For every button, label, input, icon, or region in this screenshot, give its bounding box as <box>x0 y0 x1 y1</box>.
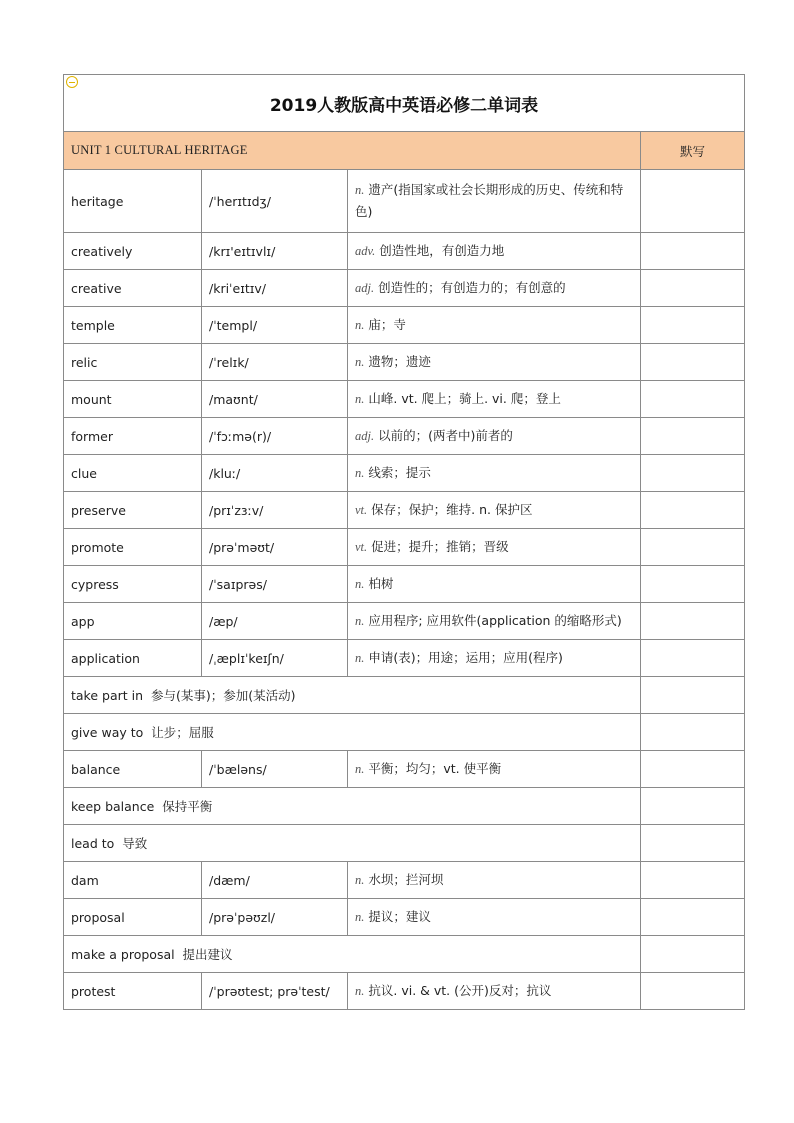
phrase-cell: keep balance 保持平衡 <box>64 788 641 825</box>
meaning-cell <box>348 381 641 418</box>
word-cell: protest <box>64 973 202 1010</box>
word-cell: creatively <box>64 233 202 270</box>
word-cell: temple <box>64 307 202 344</box>
page-title: 2019人教版高中英语必修二单词表 <box>64 75 745 132</box>
phonetic-cell: /ˈherɪtɪdʒ/ <box>202 170 348 233</box>
dictation-cell[interactable] <box>641 344 745 381</box>
table-row <box>64 825 745 862</box>
dictation-cell[interactable] <box>641 566 745 603</box>
phonetic-cell: /ˈsaɪprəs/ <box>202 566 348 603</box>
part-of-speech: adj. <box>355 281 375 295</box>
table-row <box>64 566 745 603</box>
meaning-text: 以前的；(两者中)前者的 <box>378 428 513 443</box>
meaning-text: 柏树 <box>368 576 394 591</box>
phonetic-cell: /ˈbæləns/ <box>202 751 348 788</box>
phrase-cell: make a proposal 提出建议 <box>64 936 641 973</box>
meaning-text: 申请(表)；用途；运用；应用(程序) <box>368 650 563 665</box>
part-of-speech: vt. <box>355 540 368 554</box>
part-of-speech: n. <box>355 910 365 924</box>
part-of-speech: adj. <box>355 429 375 443</box>
dictation-cell[interactable] <box>641 270 745 307</box>
dictation-cell[interactable] <box>641 899 745 936</box>
title-row <box>64 75 745 132</box>
part-of-speech: adv. <box>355 244 376 258</box>
table-row <box>64 529 745 566</box>
word-cell: creative <box>64 270 202 307</box>
dictation-cell[interactable] <box>641 825 745 862</box>
meaning-cell <box>348 640 641 677</box>
meaning-text: 遗产(指国家或社会长期形成的历史、传统和特色) <box>355 182 624 219</box>
meaning-cell <box>348 170 641 233</box>
table-row <box>64 751 745 788</box>
part-of-speech: n. <box>355 466 365 480</box>
dictation-cell[interactable] <box>641 640 745 677</box>
meaning-text: 遗物；遗迹 <box>368 354 431 369</box>
word-cell: cypress <box>64 566 202 603</box>
phrase-cell: take part in 参与(某事)；参加(某活动) <box>64 677 641 714</box>
meaning-cell <box>348 455 641 492</box>
meaning-cell <box>348 344 641 381</box>
meaning-text: 提议；建议 <box>368 909 431 924</box>
part-of-speech: n. <box>355 577 365 591</box>
word-cell: balance <box>64 751 202 788</box>
meaning-text: 创造性地，有创造力地 <box>379 243 505 258</box>
table-row <box>64 936 745 973</box>
dictation-header: 默写 <box>641 132 745 170</box>
dictation-cell[interactable] <box>641 492 745 529</box>
word-cell: former <box>64 418 202 455</box>
table-row <box>64 603 745 640</box>
word-cell: preserve <box>64 492 202 529</box>
word-cell: clue <box>64 455 202 492</box>
meaning-cell <box>348 492 641 529</box>
dictation-cell[interactable] <box>641 418 745 455</box>
dictation-cell[interactable] <box>641 788 745 825</box>
table-row <box>64 270 745 307</box>
table-row <box>64 788 745 825</box>
meaning-text: 山峰. vt. 爬上；骑上. vi. 爬；登上 <box>368 391 561 406</box>
part-of-speech: n. <box>355 318 365 332</box>
phonetic-cell: /ˈprəʊtest; prəˈtest/ <box>202 973 348 1010</box>
table-row <box>64 677 745 714</box>
dictation-cell[interactable] <box>641 455 745 492</box>
meaning-text: 应用程序; 应用软件(application 的缩略形式) <box>368 613 622 628</box>
meaning-text: 抗议. vi. & vt. (公开)反对；抗议 <box>368 983 552 998</box>
meaning-text: 促进；提升；推销；晋级 <box>371 539 509 554</box>
meaning-text: 保存；保护；维持. n. 保护区 <box>371 502 533 517</box>
word-cell: dam <box>64 862 202 899</box>
word-cell: application <box>64 640 202 677</box>
part-of-speech: n. <box>355 614 365 628</box>
word-cell: mount <box>64 381 202 418</box>
dictation-cell[interactable] <box>641 936 745 973</box>
dictation-cell[interactable] <box>641 751 745 788</box>
phonetic-cell: /maʊnt/ <box>202 381 348 418</box>
dictation-cell[interactable] <box>641 381 745 418</box>
meaning-cell <box>348 566 641 603</box>
table-row <box>64 381 745 418</box>
meaning-cell <box>348 307 641 344</box>
table-row <box>64 862 745 899</box>
unit-header-row <box>64 132 745 170</box>
unit-title: UNIT 1 CULTURAL HERITAGE <box>64 132 641 170</box>
table-row <box>64 344 745 381</box>
word-cell: heritage <box>64 170 202 233</box>
phonetic-cell: /kriˈeɪtɪv/ <box>202 270 348 307</box>
table-row <box>64 492 745 529</box>
part-of-speech: n. <box>355 873 365 887</box>
phonetic-cell: /kluː/ <box>202 455 348 492</box>
phonetic-cell: /ˈfɔːmə(r)/ <box>202 418 348 455</box>
part-of-speech: n. <box>355 651 365 665</box>
meaning-cell <box>348 418 641 455</box>
meaning-text: 庙；寺 <box>368 317 406 332</box>
meaning-cell <box>348 603 641 640</box>
meaning-text: 创造性的；有创造力的；有创意的 <box>378 280 566 295</box>
phrase-cell: lead to 导致 <box>64 825 641 862</box>
part-of-speech: vt. <box>355 503 368 517</box>
table-row <box>64 233 745 270</box>
phonetic-cell: /krɪ'eɪtɪvlɪ/ <box>202 233 348 270</box>
phonetic-cell: /æp/ <box>202 603 348 640</box>
meaning-text: 平衡；均匀；vt. 使平衡 <box>368 761 502 776</box>
meaning-text: 线索；提示 <box>368 465 431 480</box>
part-of-speech: n. <box>355 984 365 998</box>
table-row <box>64 307 745 344</box>
word-cell: app <box>64 603 202 640</box>
table-row <box>64 899 745 936</box>
word-cell: proposal <box>64 899 202 936</box>
meaning-cell <box>348 899 641 936</box>
meaning-cell <box>348 233 641 270</box>
phonetic-cell: /dæm/ <box>202 862 348 899</box>
meaning-cell <box>348 270 641 307</box>
word-cell: relic <box>64 344 202 381</box>
table-row <box>64 973 745 1010</box>
dictation-cell[interactable] <box>641 170 745 233</box>
table-row <box>64 418 745 455</box>
meaning-cell <box>348 973 641 1010</box>
meaning-text: 水坝；拦河坝 <box>368 872 444 887</box>
dictation-cell[interactable] <box>641 862 745 899</box>
part-of-speech: n. <box>355 762 365 776</box>
vocabulary-table <box>63 74 745 1010</box>
dictation-cell[interactable] <box>641 233 745 270</box>
phonetic-cell: /prɪˈzɜːv/ <box>202 492 348 529</box>
table-row <box>64 455 745 492</box>
dictation-cell[interactable] <box>641 603 745 640</box>
part-of-speech: n. <box>355 392 365 406</box>
dictation-cell[interactable] <box>641 973 745 1010</box>
phonetic-cell: /prəˈpəʊzl/ <box>202 899 348 936</box>
table-row <box>64 170 745 233</box>
phonetic-cell: /ˈrelɪk/ <box>202 344 348 381</box>
phrase-cell: give way to 让步；屈服 <box>64 714 641 751</box>
dictation-cell[interactable] <box>641 677 745 714</box>
dictation-cell[interactable] <box>641 714 745 751</box>
meaning-cell <box>348 751 641 788</box>
dictation-cell[interactable] <box>641 529 745 566</box>
part-of-speech: n. <box>355 355 365 369</box>
phonetic-cell: /ˈtempl/ <box>202 307 348 344</box>
phonetic-cell: /prəˈməʊt/ <box>202 529 348 566</box>
meaning-cell <box>348 529 641 566</box>
table-row <box>64 714 745 751</box>
phonetic-cell: /ˌæplɪˈkeɪʃn/ <box>202 640 348 677</box>
word-cell: promote <box>64 529 202 566</box>
part-of-speech: n. <box>355 183 365 197</box>
dictation-cell[interactable] <box>641 307 745 344</box>
table-row <box>64 640 745 677</box>
meaning-cell <box>348 862 641 899</box>
